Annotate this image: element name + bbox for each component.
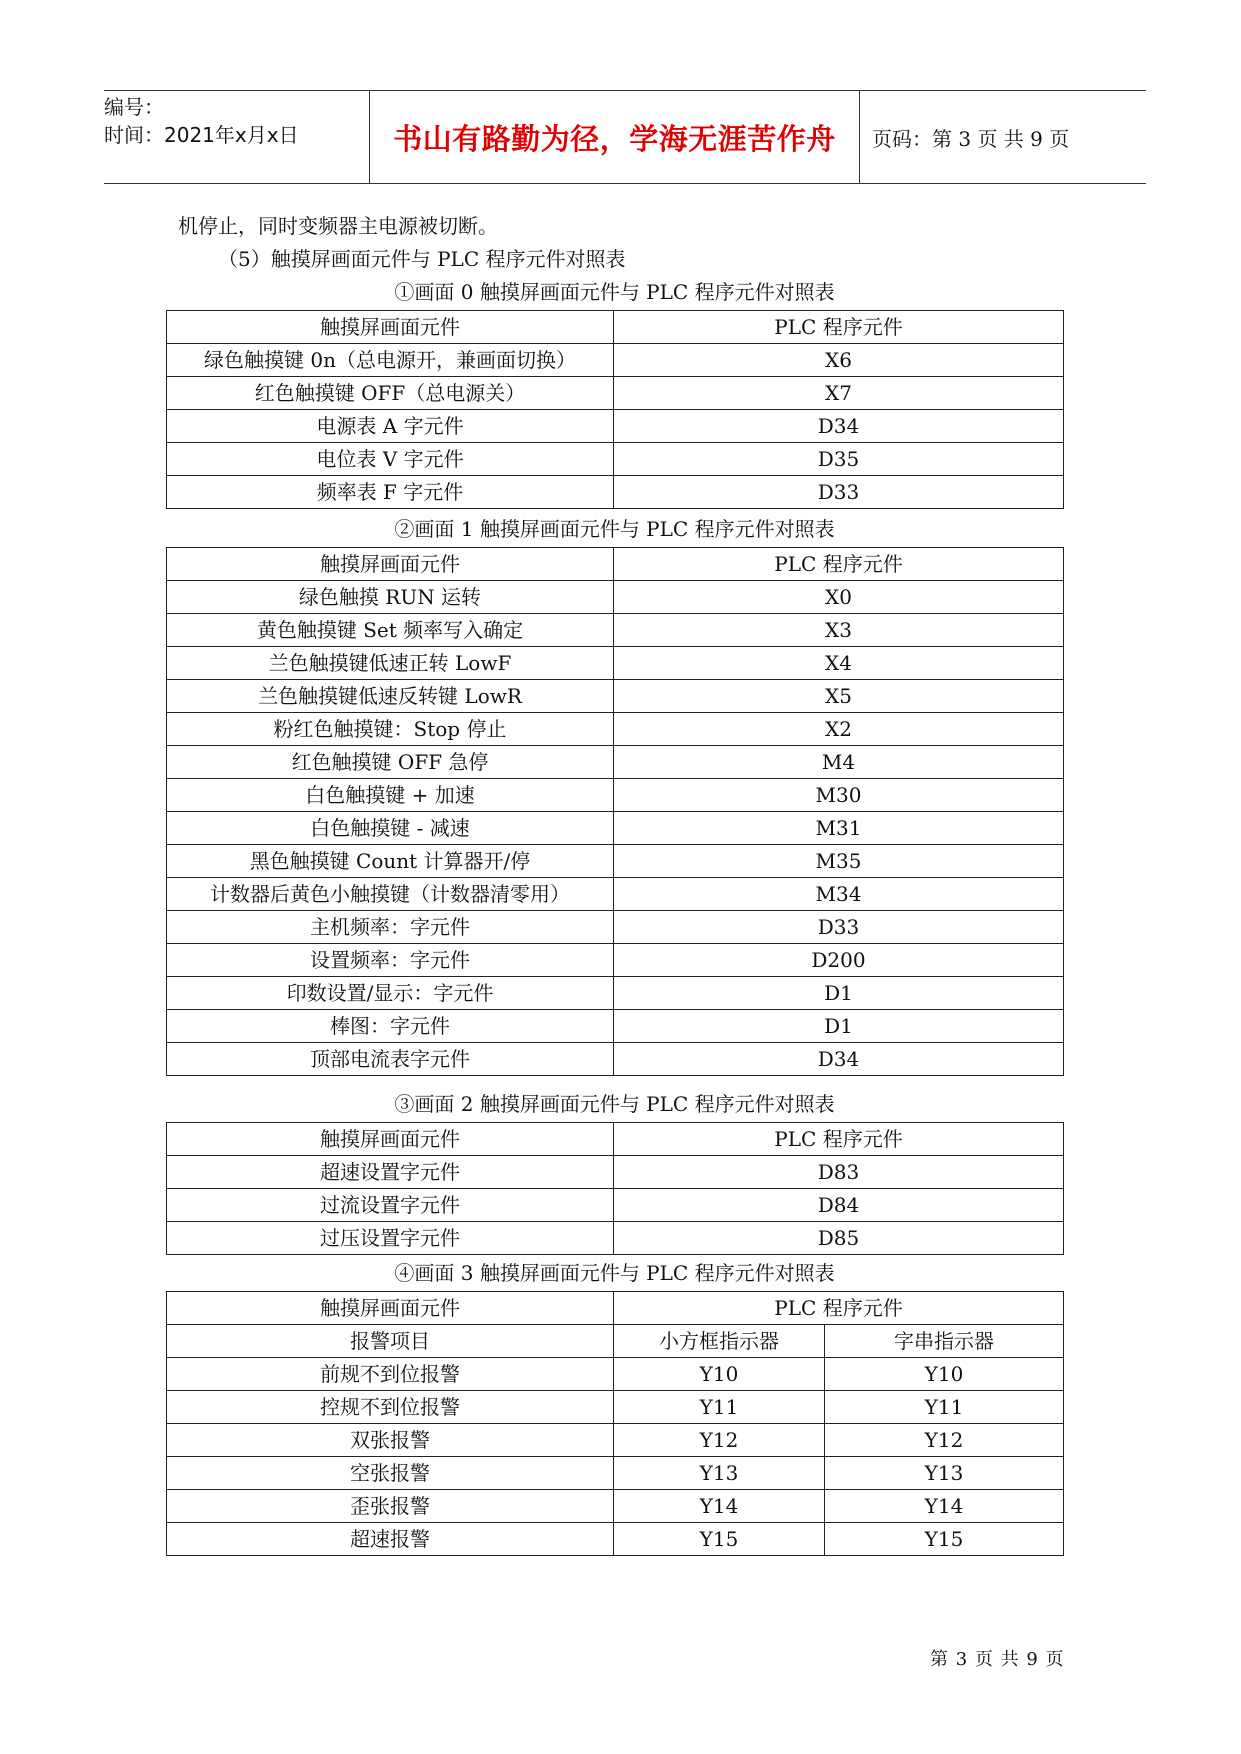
- table-cell: X3: [614, 614, 1064, 647]
- table-cell: Y13: [825, 1457, 1064, 1490]
- table-row: [167, 1156, 1064, 1189]
- table-cell: Y12: [614, 1424, 825, 1457]
- table-cell: 前规不到位报警: [167, 1358, 614, 1391]
- table-row: [167, 443, 1064, 476]
- table-cell: 印数设置/显示：字元件: [167, 977, 614, 1010]
- table2: [166, 1122, 1064, 1255]
- table-row: [167, 713, 1064, 746]
- table-cell: Y13: [614, 1457, 825, 1490]
- table0-body: [167, 311, 1064, 509]
- table-header-cell: 报警项目: [167, 1325, 614, 1358]
- table-row: [167, 1043, 1064, 1076]
- table-cell: D200: [614, 944, 1064, 977]
- table-cell: D85: [614, 1222, 1064, 1255]
- table-cell: X2: [614, 713, 1064, 746]
- number-label: 编号：: [104, 95, 164, 119]
- table-cell: 绿色触摸键 0n（总电源开，兼画面切换）: [167, 344, 614, 377]
- table-subheader-row: [167, 1325, 1064, 1358]
- table-header-row: [167, 1123, 1064, 1156]
- table-cell: 主机频率：字元件: [167, 911, 614, 944]
- table-cell: M35: [614, 845, 1064, 878]
- table-header-cell: 小方框指示器: [614, 1325, 825, 1358]
- table-header-cell: PLC 程序元件: [614, 1123, 1064, 1156]
- page-footer: 第 3 页 共 9 页: [930, 1649, 1065, 1670]
- table-cell: 白色触摸键 + 加速: [167, 779, 614, 812]
- table-cell: Y11: [614, 1391, 825, 1424]
- table0: [166, 310, 1064, 509]
- table-cell: 绿色触摸 RUN 运转: [167, 581, 614, 614]
- table-cell: 过压设置字元件: [167, 1222, 614, 1255]
- table-header-cell: 触摸屏画面元件: [167, 1123, 614, 1156]
- table-cell: M30: [614, 779, 1064, 812]
- table-cell: Y12: [825, 1424, 1064, 1457]
- table-row: [167, 614, 1064, 647]
- table-cell: 超速设置字元件: [167, 1156, 614, 1189]
- page-header: [104, 90, 1146, 184]
- table-row: [167, 1490, 1064, 1523]
- table-row: [167, 1457, 1064, 1490]
- table-row: [167, 647, 1064, 680]
- table-cell: Y11: [825, 1391, 1064, 1424]
- table-row: [167, 1358, 1064, 1391]
- table-cell: 超速报警: [167, 1523, 614, 1556]
- table-cell: D1: [614, 977, 1064, 1010]
- table-cell: X7: [614, 377, 1064, 410]
- table-cell: 兰色触摸键低速正转 LowF: [167, 647, 614, 680]
- table-cell: 过流设置字元件: [167, 1189, 614, 1222]
- table-cell: Y10: [825, 1358, 1064, 1391]
- table-cell: 控规不到位报警: [167, 1391, 614, 1424]
- table-cell: Y14: [825, 1490, 1064, 1523]
- table-row: [167, 878, 1064, 911]
- table-cell: 黑色触摸键 Count 计算器开/停: [167, 845, 614, 878]
- table3-caption: ④画面 3 触摸屏画面元件与 PLC 程序元件对照表: [394, 1261, 835, 1285]
- table-row: [167, 1523, 1064, 1556]
- header-page-label: 页码：第 3 页 共 9 页: [872, 126, 1070, 151]
- table1-body: [167, 548, 1064, 1076]
- table2-caption: ③画面 2 触摸屏画面元件与 PLC 程序元件对照表: [394, 1092, 835, 1116]
- table-row: [167, 1391, 1064, 1424]
- table-cell: 双张报警: [167, 1424, 614, 1457]
- table-row: [167, 344, 1064, 377]
- table-cell: Y15: [614, 1523, 825, 1556]
- intro-line-1: 机停止，同时变频器主电源被切断。: [178, 214, 498, 238]
- table-cell: 黄色触摸键 Set 频率写入确定: [167, 614, 614, 647]
- table-cell: D35: [614, 443, 1064, 476]
- table2-body: [167, 1123, 1064, 1255]
- table-cell: X6: [614, 344, 1064, 377]
- table-cell: D34: [614, 410, 1064, 443]
- table-row: [167, 680, 1064, 713]
- table-row: [167, 1222, 1064, 1255]
- header-motto: 书山有路勤为径，学海无涯苦作舟: [370, 91, 860, 183]
- table-header-row: [167, 311, 1064, 344]
- table-cell: 频率表 F 字元件: [167, 476, 614, 509]
- table-cell: 红色触摸键 OFF 急停: [167, 746, 614, 779]
- table-cell: M34: [614, 878, 1064, 911]
- table-cell: 设置频率：字元件: [167, 944, 614, 977]
- table-row: [167, 476, 1064, 509]
- table-cell: Y10: [614, 1358, 825, 1391]
- table-header-cell: 字串指示器: [825, 1325, 1064, 1358]
- table-header-cell: PLC 程序元件: [614, 548, 1064, 581]
- table-row: [167, 977, 1064, 1010]
- table-row: [167, 1189, 1064, 1222]
- table-row: [167, 1424, 1064, 1457]
- table-row: [167, 377, 1064, 410]
- table-cell: M31: [614, 812, 1064, 845]
- header-meta: [104, 91, 370, 183]
- table-header-cell: 触摸屏画面元件: [167, 311, 614, 344]
- table-cell: D34: [614, 1043, 1064, 1076]
- table-row: [167, 410, 1064, 443]
- table1: [166, 547, 1064, 1076]
- table-cell: 计数器后黄色小触摸键（计数器清零用）: [167, 878, 614, 911]
- table-cell: M4: [614, 746, 1064, 779]
- table-row: [167, 581, 1064, 614]
- table-row: [167, 1010, 1064, 1043]
- table-cell: X4: [614, 647, 1064, 680]
- table-cell: 白色触摸键 - 减速: [167, 812, 614, 845]
- table-row: [167, 812, 1064, 845]
- table0-caption: ①画面 0 触摸屏画面元件与 PLC 程序元件对照表: [394, 280, 835, 304]
- table-cell: D83: [614, 1156, 1064, 1189]
- table-cell: X5: [614, 680, 1064, 713]
- table-cell: 粉红色触摸键：Stop 停止: [167, 713, 614, 746]
- table3: [166, 1291, 1064, 1556]
- table-cell: 歪张报警: [167, 1490, 614, 1523]
- intro-line-2: （5）触摸屏画面元件与 PLC 程序元件对照表: [218, 247, 626, 271]
- table-header-cell: PLC 程序元件: [614, 311, 1064, 344]
- table3-body: [167, 1292, 1064, 1556]
- table-cell: X0: [614, 581, 1064, 614]
- table-cell: Y15: [825, 1523, 1064, 1556]
- table-cell: 顶部电流表字元件: [167, 1043, 614, 1076]
- table-cell: 棒图：字元件: [167, 1010, 614, 1043]
- time-label: 时间：2021年x月x日: [104, 123, 299, 147]
- table-cell: 电源表 A 字元件: [167, 410, 614, 443]
- table-row: [167, 779, 1064, 812]
- table-header-cell: 触摸屏画面元件: [167, 1292, 614, 1325]
- table-header-cell: PLC 程序元件: [614, 1292, 1064, 1325]
- table1-caption: ②画面 1 触摸屏画面元件与 PLC 程序元件对照表: [394, 517, 835, 541]
- table-row: [167, 845, 1064, 878]
- table-cell: 电位表 V 字元件: [167, 443, 614, 476]
- table-header-row: [167, 1292, 1064, 1325]
- table-cell: 空张报警: [167, 1457, 614, 1490]
- table-row: [167, 746, 1064, 779]
- table-cell: Y14: [614, 1490, 825, 1523]
- table-cell: D33: [614, 476, 1064, 509]
- table-row: [167, 944, 1064, 977]
- table-cell: 兰色触摸键低速反转键 LowR: [167, 680, 614, 713]
- table-cell: 红色触摸键 OFF（总电源关）: [167, 377, 614, 410]
- table-cell: D33: [614, 911, 1064, 944]
- table-header-row: [167, 548, 1064, 581]
- table-cell: D1: [614, 1010, 1064, 1043]
- table-cell: D84: [614, 1189, 1064, 1222]
- table-row: [167, 911, 1064, 944]
- table-header-cell: 触摸屏画面元件: [167, 548, 614, 581]
